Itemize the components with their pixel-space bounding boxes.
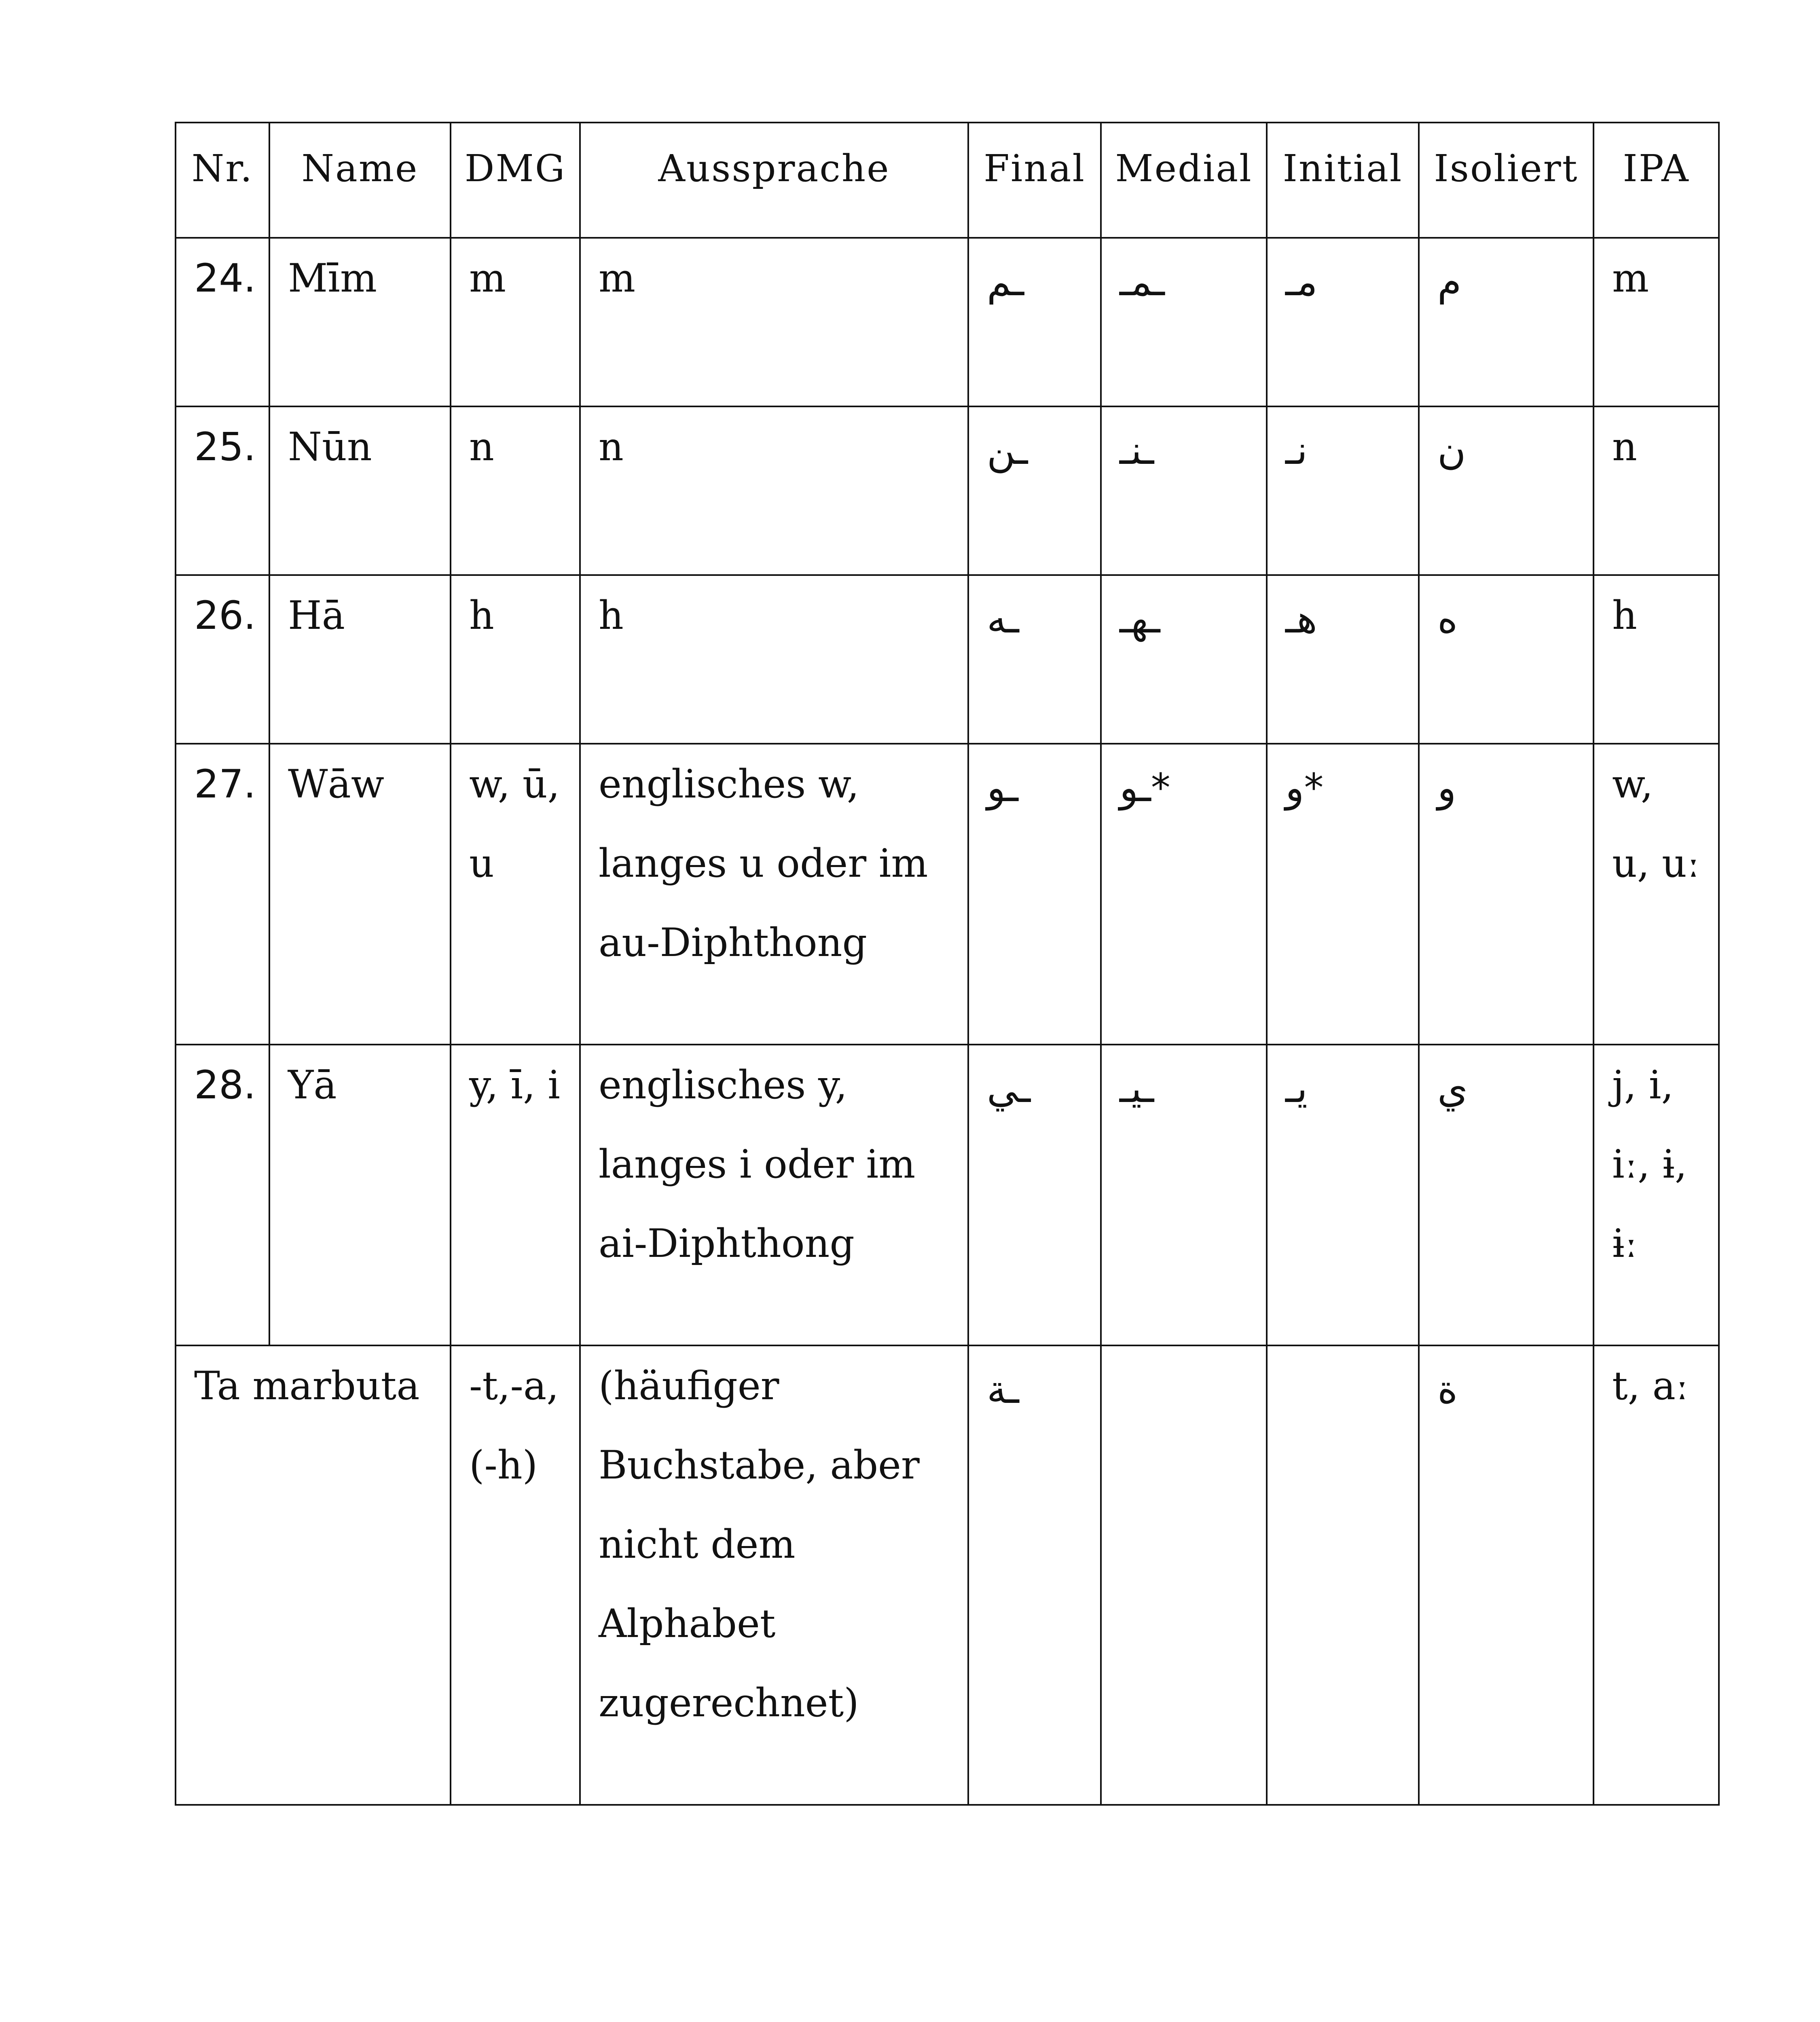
header-row bbox=[176, 123, 1719, 238]
cell-ipa: t, aː bbox=[1594, 1345, 1719, 1805]
cell-dmg: w, ū, u bbox=[451, 744, 580, 1045]
header-ipa: IPA bbox=[1594, 123, 1719, 238]
cell-dmg: m bbox=[451, 238, 580, 406]
table-row bbox=[176, 575, 1719, 744]
cell-initial: نـ bbox=[1267, 406, 1419, 575]
cell-ipa: j, i, iː, ɨ, ɨː bbox=[1594, 1045, 1719, 1345]
cell-initial: هـ bbox=[1267, 575, 1419, 744]
cell-medial: ـيـ bbox=[1101, 1045, 1267, 1345]
alphabet-table bbox=[175, 122, 1720, 1806]
cell-aussprache: m bbox=[580, 238, 968, 406]
cell-name: Yā bbox=[269, 1045, 451, 1345]
cell-aussprache: englisches w, langes u oder im au-Diphthong bbox=[580, 744, 968, 1045]
cell-isoliert: م bbox=[1419, 238, 1594, 406]
cell-final: ـة bbox=[968, 1345, 1101, 1805]
cell-name: Mīm bbox=[269, 238, 451, 406]
cell-final: ـه bbox=[968, 575, 1101, 744]
cell-initial bbox=[1267, 1345, 1419, 1805]
cell-dmg: -t,-a, (-h) bbox=[451, 1345, 580, 1805]
cell-initial: يـ bbox=[1267, 1045, 1419, 1345]
header-aussprache: Aussprache bbox=[580, 123, 968, 238]
cell-name: Nūn bbox=[269, 406, 451, 575]
cell-medial: ـو* bbox=[1101, 744, 1267, 1045]
cell-nr: 25. bbox=[176, 406, 269, 575]
cell-ta-marbuta-label: Ta marbuta bbox=[176, 1345, 451, 1805]
cell-final: ـو bbox=[968, 744, 1101, 1045]
cell-isoliert: ي bbox=[1419, 1045, 1594, 1345]
header-medial: Medial bbox=[1101, 123, 1267, 238]
table-row bbox=[176, 238, 1719, 406]
header-isoliert: Isoliert bbox=[1419, 123, 1594, 238]
cell-ipa: m bbox=[1594, 238, 1719, 406]
cell-isoliert: و bbox=[1419, 744, 1594, 1045]
cell-medial: ـهـ bbox=[1101, 575, 1267, 744]
cell-aussprache: (häufiger Buchstabe, aber nicht dem Alphabet zugerechnet) bbox=[580, 1345, 968, 1805]
cell-dmg: h bbox=[451, 575, 580, 744]
cell-initial: و* bbox=[1267, 744, 1419, 1045]
table-row-ta-marbuta bbox=[176, 1345, 1719, 1805]
cell-nr: 24. bbox=[176, 238, 269, 406]
cell-isoliert: ه bbox=[1419, 575, 1594, 744]
cell-name: Wāw bbox=[269, 744, 451, 1045]
cell-initial: مـ bbox=[1267, 238, 1419, 406]
cell-dmg: y, ī, i bbox=[451, 1045, 580, 1345]
cell-nr: 28. bbox=[176, 1045, 269, 1345]
header-name: Name bbox=[269, 123, 451, 238]
cell-ipa: w, u, uː bbox=[1594, 744, 1719, 1045]
cell-medial bbox=[1101, 1345, 1267, 1805]
cell-dmg: n bbox=[451, 406, 580, 575]
cell-final: ـم bbox=[968, 238, 1101, 406]
cell-isoliert: ة bbox=[1419, 1345, 1594, 1805]
table-row bbox=[176, 744, 1719, 1045]
header-nr: Nr. bbox=[176, 123, 269, 238]
cell-aussprache: englisches y, langes i oder im ai-Diphthong bbox=[580, 1045, 968, 1345]
cell-aussprache: h bbox=[580, 575, 968, 744]
cell-final: ـي bbox=[968, 1045, 1101, 1345]
cell-isoliert: ن bbox=[1419, 406, 1594, 575]
header-dmg: DMG bbox=[451, 123, 580, 238]
cell-medial: ـنـ bbox=[1101, 406, 1267, 575]
header-final: Final bbox=[968, 123, 1101, 238]
cell-final: ـن bbox=[968, 406, 1101, 575]
cell-ipa: h bbox=[1594, 575, 1719, 744]
cell-medial: ـمـ bbox=[1101, 238, 1267, 406]
cell-ipa: n bbox=[1594, 406, 1719, 575]
table-row bbox=[176, 406, 1719, 575]
table-row bbox=[176, 1045, 1719, 1345]
cell-name: Hā bbox=[269, 575, 451, 744]
cell-nr: 26. bbox=[176, 575, 269, 744]
cell-nr: 27. bbox=[176, 744, 269, 1045]
cell-aussprache: n bbox=[580, 406, 968, 575]
header-initial: Initial bbox=[1267, 123, 1419, 238]
